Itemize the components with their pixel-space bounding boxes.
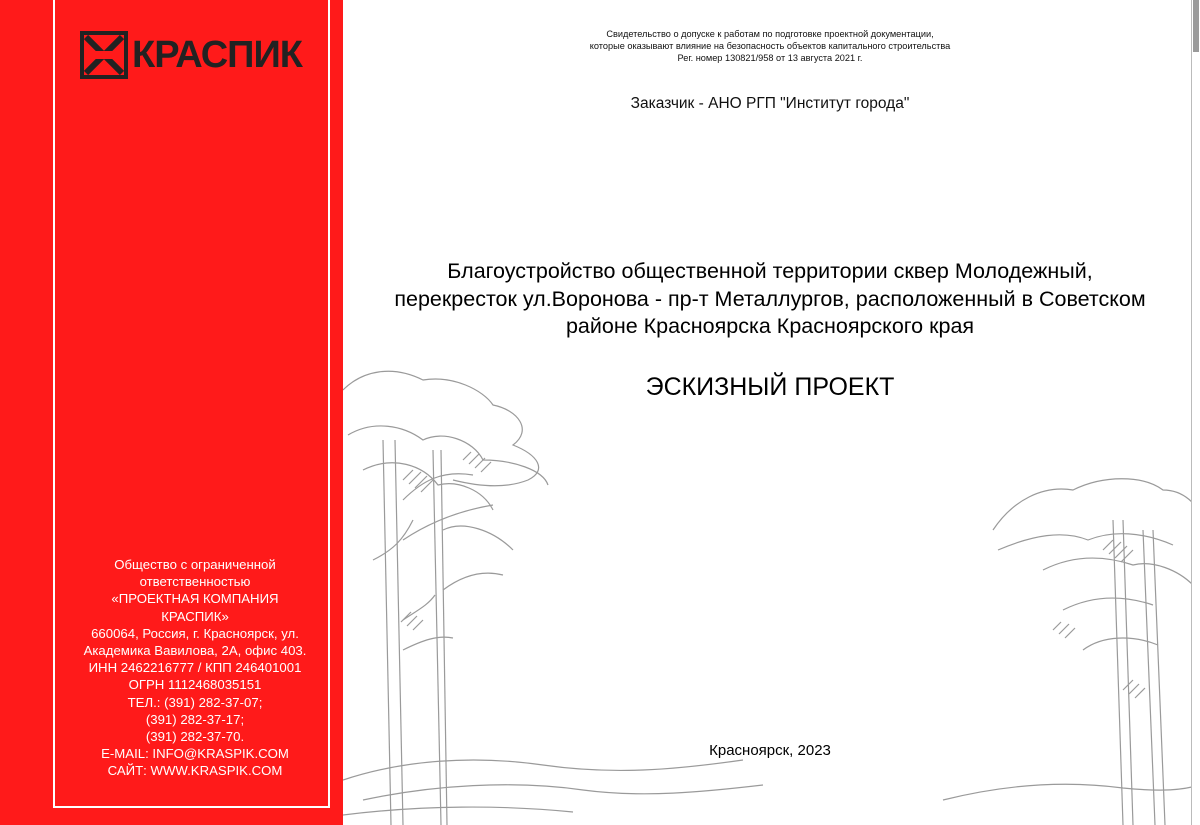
company-line: ТЕЛ.: (391) 282-37-07; [127,694,263,710]
notice-line: Свидетельство о допуске к работам по подготовке проектной документации, [606,29,934,39]
company-line: ОГРН 1112468035151 [128,677,262,693]
notice-line: которые оказывают влияние на безопасность объектов капитального строительства [589,41,951,51]
title-line: районе Красноярска Красноярского края [565,314,975,338]
company-line: САЙТ: WWW.KRASPIK.COM [107,763,283,779]
project-title [340,258,1200,341]
logo-wordmark: КРАСПИК [132,34,302,76]
company-line: КРАСПИК» [161,608,229,624]
kraspik-x-mark-icon [80,31,128,79]
company-logo [80,31,316,79]
scrollbar-thumb[interactable] [1193,0,1199,52]
customer-line: Заказчик - АНО РГП "Институт города" [630,95,910,112]
company-line: 660064, Россия, г. Красноярск, ул. [91,625,299,641]
company-line: E-MAIL: INFO@KRASPIK.COM [101,746,289,762]
company-line: (391) 282-37-70. [145,729,245,745]
document-type: ЭСКИЗНЫЙ ПРОЕКТ [645,373,895,401]
company-line: ИНН 2462216777 / КПП 246401001 [88,660,302,676]
company-line: Общество с ограниченной [114,557,276,572]
vertical-scrollbar[interactable] [1191,0,1200,825]
title-line: Благоустройство общественной территории сквер Молодежный, [447,259,1093,283]
company-line: ответственностью [139,574,251,590]
company-line: «ПРОЕКТНАЯ КОМПАНИЯ [111,591,279,607]
notice-line: Рег. номер 130821/958 от 13 августа 2021 г. [677,53,863,63]
license-notice [470,28,1070,64]
city-year: Красноярск, 2023 [709,742,831,759]
company-line: (391) 282-37-17; [145,711,245,727]
title-line: перекресток ул.Воронова - пр-т Металлургов, расположенный в Советском [394,286,1146,311]
company-info [70,556,320,780]
company-line: Академика Вавилова, 2А, офис 403. [83,643,307,659]
